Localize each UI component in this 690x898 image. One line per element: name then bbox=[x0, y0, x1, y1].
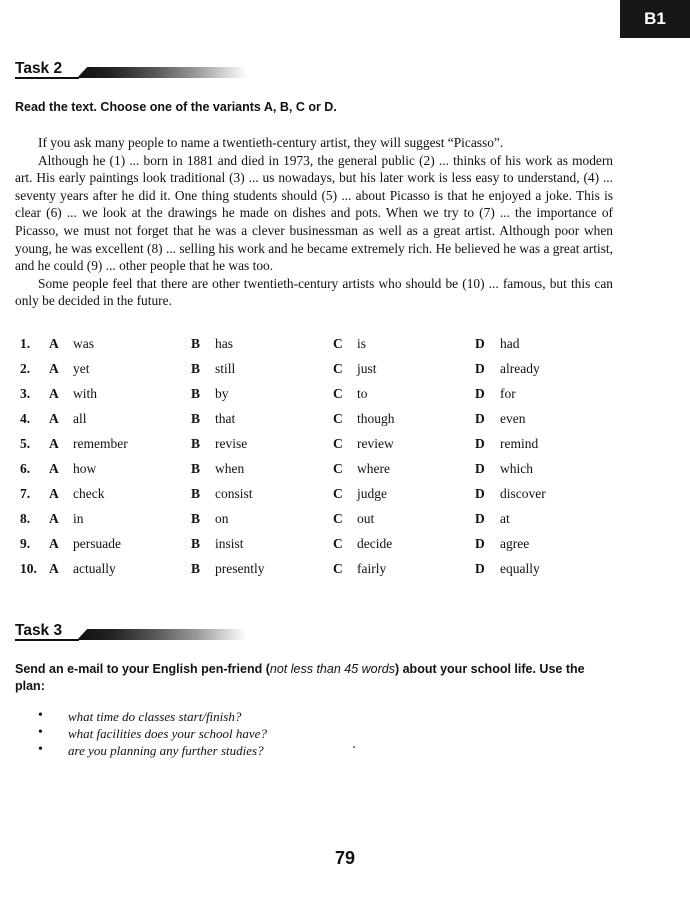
option-letter-a: A bbox=[49, 336, 59, 351]
option-letter-d: D bbox=[475, 436, 485, 451]
option-letter-a: A bbox=[49, 511, 59, 526]
task3-header bbox=[15, 622, 245, 644]
page-number: 79 bbox=[334, 848, 356, 868]
option-c-text: judge bbox=[357, 486, 387, 501]
task3-underline bbox=[15, 639, 79, 641]
option-a-text: remember bbox=[73, 436, 128, 451]
passage-paragraph-1: If you ask many people to name a twentieth-century artist, they will suggest “Picasso”. bbox=[38, 135, 504, 150]
option-row bbox=[15, 536, 615, 561]
option-a-text: was bbox=[73, 336, 94, 351]
option-row bbox=[15, 386, 615, 411]
option-c-text: decide bbox=[357, 536, 393, 551]
option-letter-a: A bbox=[49, 361, 59, 376]
option-d-text: agree bbox=[500, 536, 530, 551]
option-letter-b: B bbox=[191, 461, 201, 476]
plan-item-text: are you planning any further studies? bbox=[68, 743, 264, 758]
question-number: 1. bbox=[20, 336, 31, 351]
option-letter-b: B bbox=[191, 436, 201, 451]
option-letter-a: A bbox=[49, 411, 59, 426]
question-number: 2. bbox=[20, 361, 31, 376]
option-c-text: fairly bbox=[357, 561, 387, 576]
level-badge: B1 bbox=[620, 0, 690, 38]
option-row bbox=[15, 511, 615, 536]
option-b-text: when bbox=[215, 461, 245, 476]
option-letter-b: B bbox=[191, 386, 201, 401]
question-number: 4. bbox=[20, 411, 31, 426]
option-row bbox=[15, 336, 615, 361]
option-letter-a: A bbox=[49, 561, 59, 576]
question-number: 6. bbox=[20, 461, 31, 476]
option-letter-c: C bbox=[333, 436, 343, 451]
option-d-text: remind bbox=[500, 436, 539, 451]
option-letter-c: C bbox=[333, 536, 343, 551]
option-c-text: where bbox=[357, 461, 390, 476]
option-row bbox=[15, 486, 615, 511]
task3-gradient-bar bbox=[77, 629, 247, 640]
plan-item bbox=[38, 743, 438, 760]
option-letter-b: B bbox=[191, 561, 201, 576]
option-a-text: how bbox=[73, 461, 97, 476]
option-letter-c: C bbox=[333, 386, 343, 401]
option-letter-c: C bbox=[333, 336, 343, 351]
option-b-text: revise bbox=[215, 436, 248, 451]
option-b-text: that bbox=[215, 411, 236, 426]
option-d-text: discover bbox=[500, 486, 546, 501]
option-letter-b: B bbox=[191, 486, 201, 501]
question-number: 8. bbox=[20, 511, 31, 526]
option-a-text: with bbox=[73, 386, 98, 401]
option-d-text: even bbox=[500, 411, 526, 426]
option-row bbox=[15, 436, 615, 461]
option-a-text: check bbox=[73, 486, 105, 501]
option-d-text: for bbox=[500, 386, 516, 401]
task2-instruction: Read the text. Choose one of the variants A, B, C or D. bbox=[15, 100, 337, 114]
option-letter-d: D bbox=[475, 411, 485, 426]
option-letter-a: A bbox=[49, 536, 59, 551]
task3-instruction bbox=[15, 661, 615, 695]
task3-instruction-part1: Send an e-mail to your English pen-friend ( bbox=[15, 662, 270, 676]
bullet-icon: • bbox=[38, 725, 43, 740]
option-d-text: already bbox=[500, 361, 540, 376]
option-a-text: in bbox=[73, 511, 84, 526]
option-letter-d: D bbox=[475, 361, 485, 376]
task3-title: Task 3 bbox=[15, 622, 63, 639]
option-row bbox=[15, 461, 615, 486]
option-a-text: yet bbox=[73, 361, 90, 376]
option-letter-d: D bbox=[475, 386, 485, 401]
option-c-text: just bbox=[357, 361, 377, 376]
bullet-icon: • bbox=[38, 708, 43, 723]
option-a-text: actually bbox=[73, 561, 116, 576]
option-letter-a: A bbox=[49, 436, 59, 451]
question-number: 5. bbox=[20, 436, 31, 451]
task3-instruction-part2: ) about your school life. Use the plan: bbox=[15, 662, 585, 693]
plan-item bbox=[38, 709, 438, 726]
question-number: 10. bbox=[20, 561, 37, 576]
option-letter-c: C bbox=[333, 461, 343, 476]
option-letter-b: B bbox=[191, 336, 201, 351]
option-letter-b: B bbox=[191, 511, 201, 526]
option-letter-d: D bbox=[475, 561, 485, 576]
option-c-text: to bbox=[357, 386, 368, 401]
option-d-text: which bbox=[500, 461, 533, 476]
reading-passage bbox=[15, 134, 613, 310]
option-letter-c: C bbox=[333, 511, 343, 526]
answer-options-table bbox=[15, 336, 615, 586]
question-number: 3. bbox=[20, 386, 31, 401]
option-b-text: consist bbox=[215, 486, 253, 501]
plan-item-text: what time do classes start/finish? bbox=[68, 709, 242, 724]
option-c-text: out bbox=[357, 511, 375, 526]
option-letter-d: D bbox=[475, 536, 485, 551]
option-b-text: on bbox=[215, 511, 229, 526]
option-c-text: review bbox=[357, 436, 394, 451]
option-d-text: at bbox=[500, 511, 510, 526]
email-plan-list bbox=[38, 709, 438, 760]
option-letter-d: D bbox=[475, 486, 485, 501]
option-b-text: presently bbox=[215, 561, 265, 576]
question-number: 7. bbox=[20, 486, 31, 501]
passage-paragraph-3: Some people feel that there are other twentieth-century artists who should be (10) ... famous, but this can only be decided in the future. bbox=[15, 275, 613, 309]
option-letter-c: C bbox=[333, 486, 343, 501]
option-letter-d: D bbox=[475, 511, 485, 526]
option-row bbox=[15, 561, 615, 586]
option-a-text: persuade bbox=[73, 536, 121, 551]
option-row bbox=[15, 411, 615, 436]
option-letter-a: A bbox=[49, 386, 59, 401]
question-number: 9. bbox=[20, 536, 31, 551]
option-letter-b: B bbox=[191, 536, 201, 551]
task2-gradient-bar bbox=[77, 67, 247, 78]
task2-underline bbox=[15, 77, 79, 79]
option-b-text: has bbox=[215, 336, 233, 351]
option-row bbox=[15, 361, 615, 386]
bullet-icon: • bbox=[38, 742, 43, 757]
option-b-text: insist bbox=[215, 536, 244, 551]
option-letter-c: C bbox=[333, 361, 343, 376]
option-letter-d: D bbox=[475, 336, 485, 351]
option-c-text: is bbox=[357, 336, 367, 351]
option-d-text: equally bbox=[500, 561, 540, 576]
option-d-text: had bbox=[500, 336, 520, 351]
option-letter-a: A bbox=[49, 461, 59, 476]
plan-item-text: what facilities does your school have? bbox=[68, 726, 267, 741]
option-b-text: still bbox=[215, 361, 236, 376]
stray-dot bbox=[353, 746, 355, 748]
option-letter-b: B bbox=[191, 361, 201, 376]
passage-paragraph-2: Although he (1) ... born in 1881 and died in 1973, the general public (2) ... thinks of his work as modern art. His early paintings look traditional (3) ... us nowadays, but his later work is less easy to understand, (4) ... seventy years after he did it. One thing students should (5) ... about Picasso is that he enjoyed a joke. This is clear (6) ... we look at the drawings he made on dishes and pots. When we try to (7) ... the importance of Picasso, we must not forget that he was a clever businessman as well as a great artist. Although poor when young, he was excellent (8) ... selling his work and he became extremely rich. He believed he was a great artist, and he could (9) ... other people that he was too. bbox=[15, 152, 613, 274]
option-letter-c: C bbox=[333, 411, 343, 426]
option-b-text: by bbox=[215, 386, 229, 401]
task2-header bbox=[15, 60, 245, 82]
task3-instruction-italic: not less than 45 words bbox=[269, 662, 395, 676]
option-letter-a: A bbox=[49, 486, 59, 501]
option-a-text: all bbox=[73, 411, 87, 426]
option-letter-d: D bbox=[475, 461, 485, 476]
option-letter-c: C bbox=[333, 561, 343, 576]
option-letter-b: B bbox=[191, 411, 201, 426]
option-c-text: though bbox=[357, 411, 395, 426]
task2-title: Task 2 bbox=[15, 60, 63, 77]
plan-item bbox=[38, 726, 438, 743]
